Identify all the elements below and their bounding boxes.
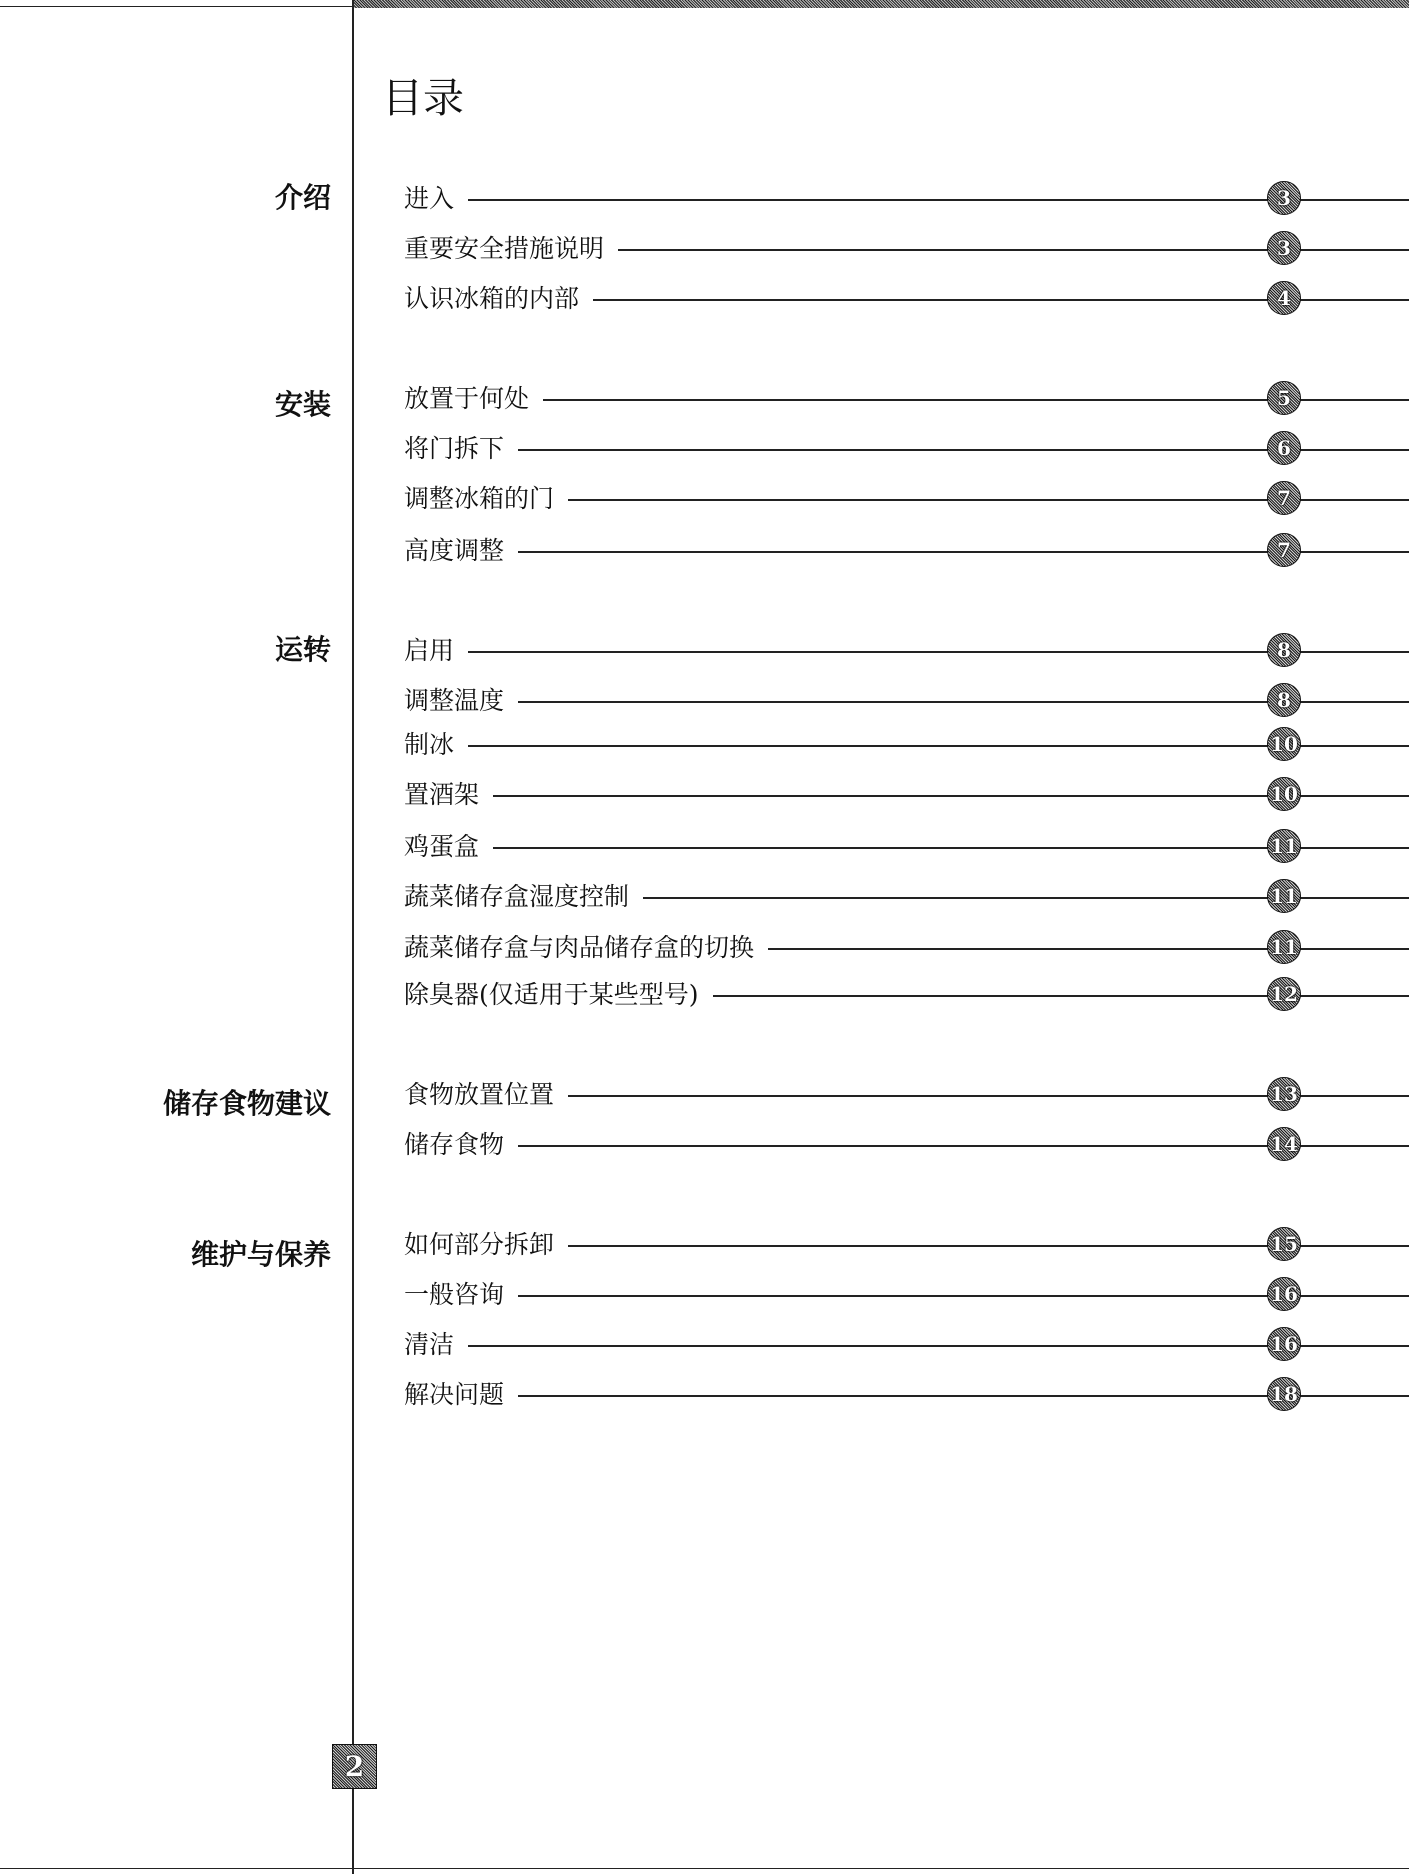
leader-line xyxy=(404,1295,1409,1297)
toc-entry-label: 蔬菜储存盒湿度控制 xyxy=(404,879,643,915)
page-number-badge: 11 xyxy=(1267,829,1301,863)
page-number-badge: 10 xyxy=(1267,777,1301,811)
page-number-badge: 13 xyxy=(1267,1077,1301,1111)
toc-entry[interactable] xyxy=(404,381,1409,417)
toc-entry[interactable] xyxy=(404,829,1409,865)
page-number-badge: 10 xyxy=(1267,727,1301,761)
toc-entry-label: 启用 xyxy=(404,633,468,669)
page-number-badge: 16 xyxy=(1267,1327,1301,1361)
leader-line xyxy=(404,1145,1409,1147)
page-number-badge: 3 xyxy=(1267,181,1301,215)
leader-line xyxy=(404,745,1409,747)
toc-entry[interactable] xyxy=(404,930,1409,966)
section-heading-operation: 运转 xyxy=(274,633,331,666)
toc-entry-label: 鸡蛋盒 xyxy=(404,829,493,865)
vertical-divider xyxy=(352,0,354,1874)
page-number-badge: 11 xyxy=(1267,930,1301,964)
section-heading-intro: 介绍 xyxy=(274,181,331,214)
toc-entry[interactable] xyxy=(404,879,1409,915)
page-number-badge: 5 xyxy=(1267,381,1301,415)
section-heading-food-storage: 储存食物建议 xyxy=(162,1087,331,1120)
toc-entry[interactable] xyxy=(404,181,1409,217)
toc-entry[interactable] xyxy=(404,1127,1409,1163)
toc-entry-label: 置酒架 xyxy=(404,777,493,813)
leader-line xyxy=(404,399,1409,401)
page-number-badge: 14 xyxy=(1267,1127,1301,1161)
leader-line xyxy=(404,701,1409,703)
page-number-badge: 16 xyxy=(1267,1277,1301,1311)
toc-entry[interactable] xyxy=(404,777,1409,813)
toc-entry[interactable] xyxy=(404,431,1409,467)
toc-entry-label: 调整冰箱的门 xyxy=(404,481,568,517)
page-number-badge: 8 xyxy=(1267,633,1301,667)
page-number-badge: 8 xyxy=(1267,683,1301,717)
page-number-badge: 6 xyxy=(1267,431,1301,465)
toc-entry[interactable] xyxy=(404,1227,1409,1263)
toc-entry[interactable] xyxy=(404,533,1409,569)
leader-line xyxy=(404,1395,1409,1397)
page-number-badge: 18 xyxy=(1267,1377,1301,1411)
bottom-rule xyxy=(0,1868,1409,1869)
toc-entry[interactable] xyxy=(404,1077,1409,1113)
toc-entry-label: 除臭器(仅适用于某些型号) xyxy=(404,977,713,1013)
page-number-badge: 11 xyxy=(1267,879,1301,913)
toc-entry[interactable] xyxy=(404,281,1409,317)
toc-entry[interactable] xyxy=(404,1277,1409,1313)
toc-entry-label: 清洁 xyxy=(404,1327,468,1363)
page-number-badge: 7 xyxy=(1267,533,1301,567)
leader-line xyxy=(404,449,1409,451)
toc-entry-label: 如何部分拆卸 xyxy=(404,1227,568,1263)
toc-entry-label: 蔬菜储存盒与肉品储存盒的切换 xyxy=(404,930,768,966)
page-number-badge: 15 xyxy=(1267,1227,1301,1261)
leader-line xyxy=(404,551,1409,553)
page-number-badge: 7 xyxy=(1267,481,1301,515)
toc-entry[interactable] xyxy=(404,683,1409,719)
section-heading-install: 安装 xyxy=(274,388,331,421)
toc-entry[interactable] xyxy=(404,1327,1409,1363)
page-title: 目录 xyxy=(382,74,464,122)
toc-entry-label: 进入 xyxy=(404,181,468,217)
toc-entry[interactable] xyxy=(404,633,1409,669)
toc-entry[interactable] xyxy=(404,1377,1409,1413)
toc-entry-label: 认识冰箱的内部 xyxy=(404,281,593,317)
page-number-badge: 3 xyxy=(1267,231,1301,265)
toc-entry[interactable] xyxy=(404,481,1409,517)
toc-entry[interactable] xyxy=(404,231,1409,267)
top-pattern-band xyxy=(353,0,1409,8)
toc-entry-label: 放置于何处 xyxy=(404,381,543,417)
toc-entry-label: 重要安全措施说明 xyxy=(404,231,618,267)
leader-line xyxy=(404,795,1409,797)
toc-entry-label: 储存食物 xyxy=(404,1127,518,1163)
leader-line xyxy=(404,651,1409,653)
toc-entry[interactable] xyxy=(404,727,1409,763)
leader-line xyxy=(404,1345,1409,1347)
toc-entry-label: 将门拆下 xyxy=(404,431,518,467)
leader-line xyxy=(404,199,1409,201)
section-heading-maintenance: 维护与保养 xyxy=(190,1238,331,1271)
toc-entry[interactable] xyxy=(404,977,1409,1013)
toc-entry-label: 一般咨询 xyxy=(404,1277,518,1313)
toc-entry-label: 调整温度 xyxy=(404,683,518,719)
leader-line xyxy=(404,847,1409,849)
toc-entry-label: 高度调整 xyxy=(404,533,518,569)
page-number-badge: 12 xyxy=(1267,977,1301,1011)
toc-entry-label: 解决问题 xyxy=(404,1377,518,1413)
page-number-badge: 4 xyxy=(1267,281,1301,315)
top-rule xyxy=(0,6,353,7)
toc-entry-label: 食物放置位置 xyxy=(404,1077,568,1113)
toc-entry-label: 制冰 xyxy=(404,727,468,763)
page-number: 2 xyxy=(332,1744,377,1789)
